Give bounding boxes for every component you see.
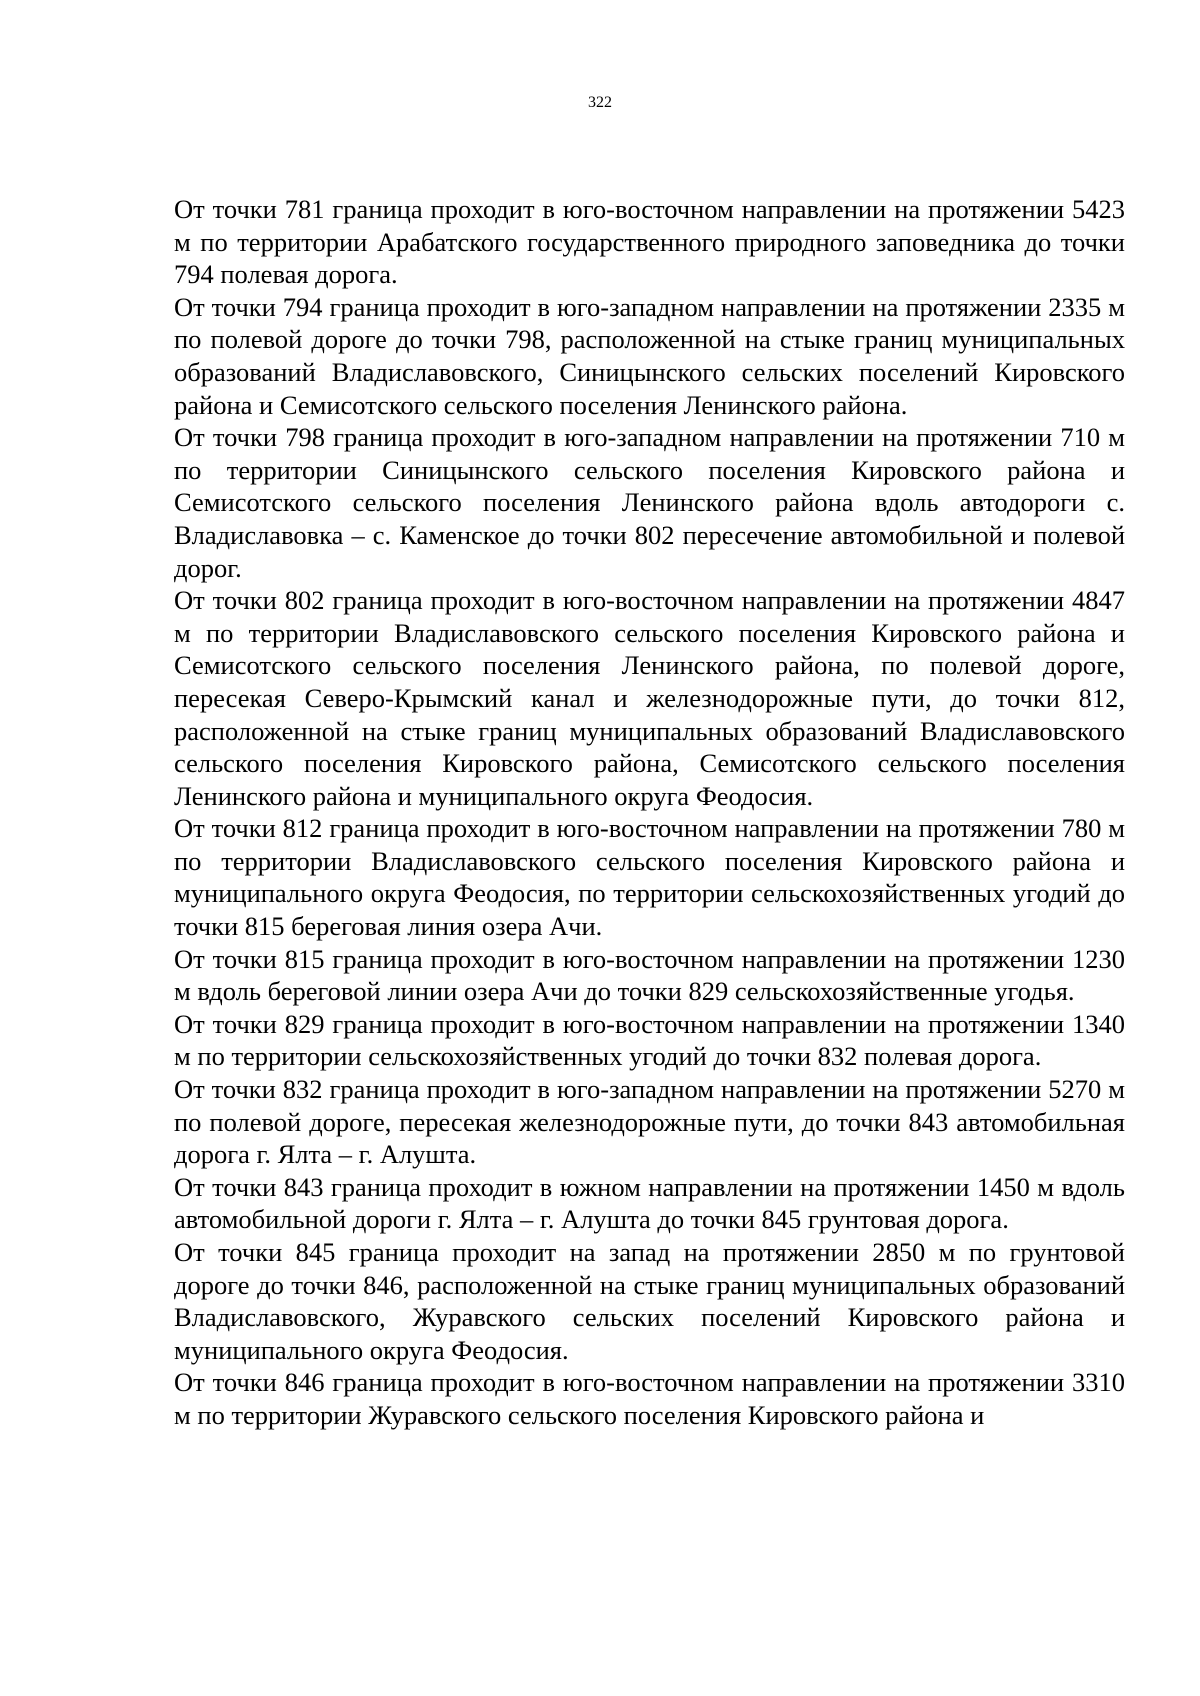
paragraph-4: От точки 802 граница проходит в юго-восточном направлении на протяжении 4847 м по территории Владиславовского сельского поселения Кировского района и Семисотского сельского поселения Ленинского района, по полевой дороге, пересекая Северо-Крымский канал и железнодорожные пути, до точки 812, расположенной на стыке границ муниципальных образований Владиславовского сельского поселения Кировского района, Семисотского сельского поселения Ленинского района и муниципального округа Феодосия.	[174, 585, 1125, 811]
paragraph-7: От точки 829 граница проходит в юго-восточном направлении на протяжении 1340 м по территории сельскохозяйственных угодий до точки 832 полевая дорога.	[174, 1008, 1125, 1072]
paragraph-3: От точки 798 граница проходит в юго-западном направлении на протяжении 710 м по территории Синицынского сельского поселения Кировского района и Семисотского сельского поселения Ленинского района вдоль автодороги с. Владиславовка – с. Каменское до точки 802 пересечение автомобильной и полевой дорог.	[174, 422, 1125, 583]
paragraph-8: От точки 832 граница проходит в юго-западном направлении на протяжении 5270 м по полевой дороге, пересекая железнодорожные пути, до точки 843 автомобильная дорога г. Ялта – г. Алушта.	[174, 1074, 1125, 1170]
paragraph-5: От точки 812 граница проходит в юго-восточном направлении на протяжении 780 м по территории Владиславовского сельского поселения Кировского района и муниципального округа Феодосия, по территории сельскохозяйственных угодий до точки 815 береговая линия озера Ачи.	[174, 813, 1125, 942]
paragraph-6: От точки 815 граница проходит в юго-восточном направлении на протяжении 1230 м вдоль береговой линии озера Ачи до точки 829 сельскохозяйственные угодья.	[174, 943, 1125, 1007]
paragraph-9: От точки 843 граница проходит в южном направлении на протяжении 1450 м вдоль автомобильной дороги г. Ялта – г. Алушта до точки 845 грунтовая дорога.	[174, 1171, 1125, 1235]
paragraph-1: От точки 781 граница проходит в юго-восточном направлении на протяжении 5423 м по территории Арабатского государственного природного заповедника до точки 794 полевая дорога.	[174, 194, 1125, 290]
paragraph-11: От точки 846 граница проходит в юго-восточном направлении на протяжении 3310 м по территории Журавского сельского поселения Кировского района и	[174, 1367, 1125, 1430]
page-number: 322	[588, 94, 612, 111]
paragraph-10: От точки 845 граница проходит на запад на протяжении 2850 м по грунтовой дороге до точки 846, расположенной на стыке границ муниципальных образований Владиславовского, Журавского сельских поселений Кировского района и муниципального округа Феодосия.	[174, 1237, 1125, 1365]
document-body	[174, 193, 1125, 1432]
paragraph-2: От точки 794 граница проходит в юго-западном направлении на протяжении 2335 м по полевой дороге до точки 798, расположенной на стыке границ муниципальных образований Владиславовского, Синицынского сельских поселений Кировского района и Семисотского сельского поселения Ленинского района.	[174, 291, 1125, 420]
